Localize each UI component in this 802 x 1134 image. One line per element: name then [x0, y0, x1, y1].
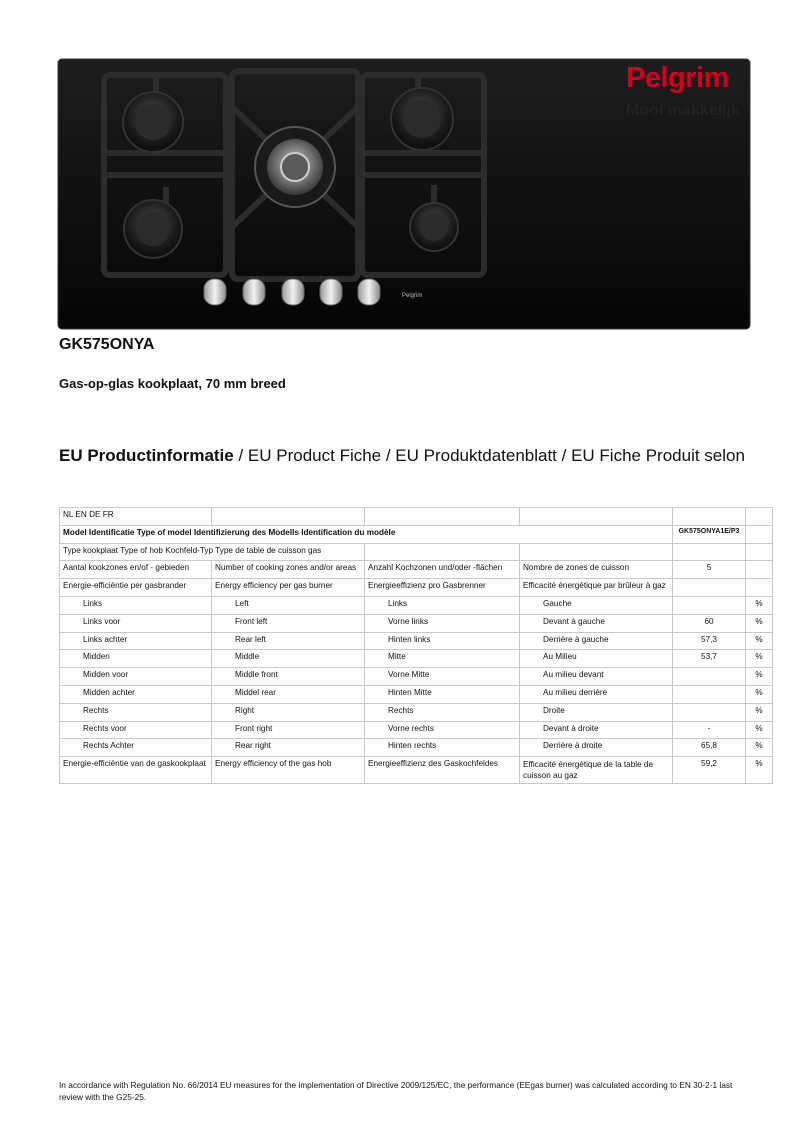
table-row [60, 596, 773, 614]
table-row [60, 579, 773, 597]
burner-header-fr: Efficacité énergétique par brûleur à gaz [520, 579, 673, 597]
burner-de: Vorne Mitte [365, 668, 520, 686]
burner-fr: Derrière à droite [520, 739, 673, 757]
fiche-title-strong: EU Productinformatie [59, 446, 234, 465]
burner-nl: Midden voor [60, 668, 212, 686]
table-row [60, 508, 773, 526]
burner-de: Hinten links [365, 632, 520, 650]
hob-brand-text: Pelgrim [402, 293, 423, 299]
table-row [60, 668, 773, 686]
table-row [60, 561, 773, 579]
table-row [60, 685, 773, 703]
burner-en: Front right [212, 721, 365, 739]
hob-efficiency-de: Energieeffizienz des Gaskochfeldes [365, 757, 520, 784]
regulation-footnote: In accordance with Regulation No. 66/2014 EU measures for the implementation of Directive 2009/125/EC, the performance (EEgas burner) was calculated according to EN 30-2-1 last review with the G25-25. [59, 1080, 733, 1102]
zones-fr: Nombre de zones de cuisson [520, 561, 673, 579]
brand-name: Pelgrim [626, 62, 729, 94]
burner-unit: % [746, 632, 773, 650]
table-row [60, 614, 773, 632]
pelgrim-logo [618, 62, 768, 126]
burner-value: 57,3 [673, 632, 746, 650]
burner-value: 53,7 [673, 650, 746, 668]
hob-efficiency-fr: Efficacité énergétique de la table de cuisson au gaz [520, 757, 673, 784]
language-codes: NL EN DE FR [60, 508, 212, 526]
burner-nl: Midden [60, 650, 212, 668]
burner-nl: Midden achter [60, 685, 212, 703]
fiche-title-rest: / EU Product Fiche / EU Produktdatenblatt / EU Fiche Produit selon [233, 446, 745, 465]
burner-unit: % [746, 721, 773, 739]
burner-unit: % [746, 650, 773, 668]
burner-unit: % [746, 668, 773, 686]
burner-en: Middle [212, 650, 365, 668]
table-row [60, 543, 773, 561]
hob-efficiency-unit: % [746, 757, 773, 784]
burner-value: - [673, 721, 746, 739]
burner-de: Vorne links [365, 614, 520, 632]
hob-efficiency-value: 59,2 [673, 757, 746, 784]
table-row [60, 703, 773, 721]
burner-value: 65,8 [673, 739, 746, 757]
burner-fr: Devant à gauche [520, 614, 673, 632]
table-row [60, 721, 773, 739]
burner-value [673, 668, 746, 686]
burner-fr: Devant à droite [520, 721, 673, 739]
burner-unit: % [746, 703, 773, 721]
burner-value [673, 703, 746, 721]
hob-type: Type kookplaat Type of hob Kochfeld-Typ Type de table de cuisson gas [60, 543, 365, 561]
burner-nl: Rechts Achter [60, 739, 212, 757]
burner-de: Hinten rechts [365, 739, 520, 757]
burner-fr: Au milieu derrière [520, 685, 673, 703]
burner-fr: Derrière à gauche [520, 632, 673, 650]
burner-value: 60 [673, 614, 746, 632]
burner-value [673, 685, 746, 703]
hob-efficiency-nl: Energie-efficiëntie van de gaskookplaat [60, 757, 212, 784]
burner-header-de: Energieeffizienz pro Gasbrenner [365, 579, 520, 597]
product-fiche-table [59, 507, 773, 784]
burner-de: Vorne rechts [365, 721, 520, 739]
burner-en: Rear right [212, 739, 365, 757]
zones-de: Anzahl Kochzonen und/oder -flächen [365, 561, 520, 579]
table-row [60, 739, 773, 757]
burner-en: Middle front [212, 668, 365, 686]
burner-unit: % [746, 614, 773, 632]
burner-fr: Au milieu devant [520, 668, 673, 686]
burner-nl: Links voor [60, 614, 212, 632]
burner-fr: Gauche [520, 596, 673, 614]
zones-en: Number of cooking zones and/or areas [212, 561, 365, 579]
zones-value: 5 [673, 561, 746, 579]
table-row [60, 650, 773, 668]
burner-header-en: Energy efficiency per gas burner [212, 579, 365, 597]
table-row [60, 525, 773, 543]
table-row [60, 632, 773, 650]
burner-de: Hinten Mitte [365, 685, 520, 703]
burner-nl: Rechts voor [60, 721, 212, 739]
burner-de: Rechts [365, 703, 520, 721]
burner-nl: Links [60, 596, 212, 614]
burner-en: Front left [212, 614, 365, 632]
burner-en: Rear left [212, 632, 365, 650]
burner-en: Right [212, 703, 365, 721]
burner-nl: Rechts [60, 703, 212, 721]
product-description: Gas-op-glas kookplaat, 70 mm breed [59, 376, 286, 391]
model-name: GK575ONYA [59, 336, 155, 353]
burner-fr: Au Milieu [520, 650, 673, 668]
burner-en: Left [212, 596, 365, 614]
burner-unit: % [746, 685, 773, 703]
zones-nl: Aantal kookzones en/of - gebieden [60, 561, 212, 579]
model-id-value: GK575ONYA1E/P3 [673, 525, 746, 543]
burner-header-nl: Energie-efficiëntie per gasbrander [60, 579, 212, 597]
fiche-title [59, 446, 745, 466]
brand-tagline: Mooi makkelijk [626, 102, 740, 119]
burner-nl: Links achter [60, 632, 212, 650]
burner-unit: % [746, 596, 773, 614]
burner-en: Middel rear [212, 685, 365, 703]
model-id-label: Model Identificatie Type of model Identifizierung des Modells Identification du modèle [60, 525, 673, 543]
burner-de: Mitte [365, 650, 520, 668]
burner-fr: Droite [520, 703, 673, 721]
burner-unit: % [746, 739, 773, 757]
burner-value [673, 596, 746, 614]
burner-de: Links [365, 596, 520, 614]
table-row [60, 757, 773, 784]
hob-efficiency-en: Energy efficiency of the gas hob [212, 757, 365, 784]
